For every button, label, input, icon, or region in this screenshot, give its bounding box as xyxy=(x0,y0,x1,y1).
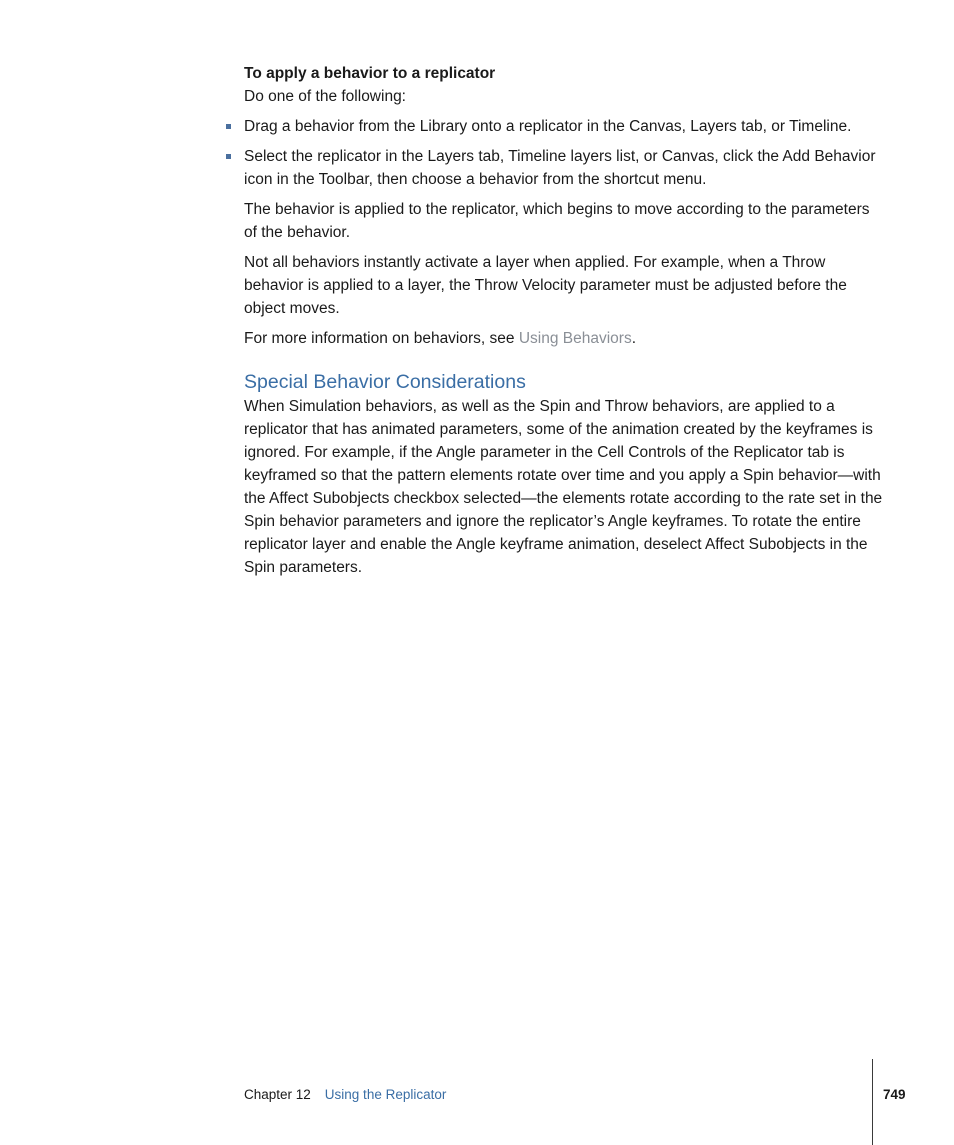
list-item xyxy=(244,115,884,138)
chapter-title: Using the Replicator xyxy=(324,1087,447,1102)
task-title: To apply a behavior to a replicator xyxy=(244,65,496,82)
square-bullet-icon xyxy=(226,154,231,159)
using-behaviors-link[interactable]: Using Behaviors xyxy=(518,330,632,347)
steps-list xyxy=(244,115,884,191)
step-text: Drag a behavior from the Library onto a replicator in the Canvas, Layers tab, or Timeline. xyxy=(244,118,852,135)
task-intro: Do one of the following: xyxy=(244,88,406,105)
square-bullet-icon xyxy=(226,124,231,129)
page-footer xyxy=(244,1085,446,1105)
section-body: When Simulation behaviors, as well as the Spin and Throw behaviors, are applied to a replicator that has animated parameters, some of the animation created by the keyframes is ignored. For example, if the Angle parameter in the Cell Controls of the Replicator tab is keyframed so that the pattern elements rotate over time and you apply a Spin behavior—with the Affect Subobjects checkbox selected—the elements rotate according to the rate set in the Spin behavior parameters and ignore the replicator’s Angle keyframes. To rotate the entire replicator layer and enable the Angle keyframe animation, deselect Affect Subobjects in the Spin parameters. xyxy=(244,398,883,576)
section-heading: Special Behavior Considerations xyxy=(244,371,526,393)
footer-divider xyxy=(872,1059,873,1145)
more-info-paragraph xyxy=(244,327,884,350)
more-info-prefix: For more information on behaviors, see xyxy=(244,330,519,347)
step-text: Select the replicator in the Layers tab, Timeline layers list, or Canvas, click the Add Behavior icon in the Toolbar, then choose a behavior from the shortcut menu. xyxy=(244,148,876,188)
note-paragraph: Not all behaviors instantly activate a layer when applied. For example, when a Throw behavior is applied to a layer, the Throw Velocity parameter must be adjusted before the object moves. xyxy=(244,254,847,317)
page-content xyxy=(244,62,884,586)
page-number: 749 xyxy=(883,1087,906,1102)
list-item xyxy=(244,145,884,191)
more-info-suffix: . xyxy=(631,330,636,347)
chapter-label: Chapter 12 xyxy=(244,1087,311,1102)
result-paragraph: The behavior is applied to the replicator, which begins to move according to the parameters of the behavior. xyxy=(244,201,870,241)
